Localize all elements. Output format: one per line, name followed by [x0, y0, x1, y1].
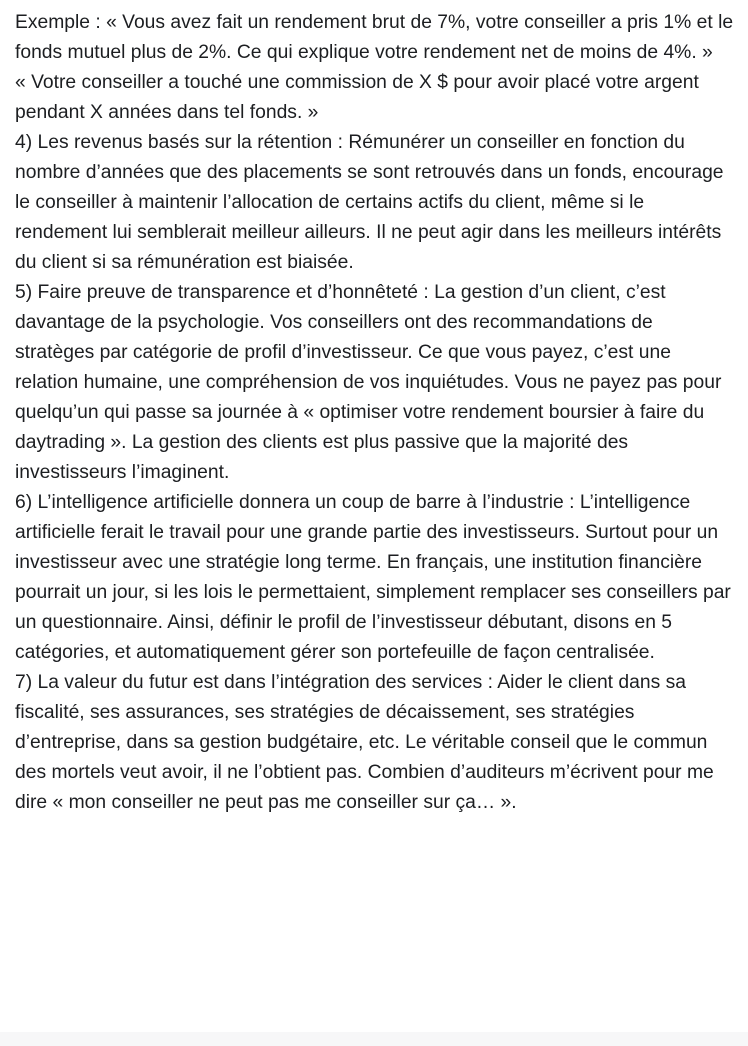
paragraph-point-7: 7) La valeur du futur est dans l’intégration des services : Aider le client dans sa fiscalité, ses assurances, ses stratégies de décaissement, ses stratégies d’entreprise, dans sa gestion budgétaire, etc. Le véritable conseil que le commun des mortels veut avoir, il ne l’obtient pas. Combien d’auditeurs m’écrivent pour me dire « mon conseiller ne peut pas me conseiller sur ça… ».: [15, 672, 714, 813]
bottom-divider: [0, 1032, 748, 1046]
paragraph-point-6: 6) L’intelligence artificielle donnera un coup de barre à l’industrie : L’intelligence artificielle ferait le travail pour une grande partie des investisseurs. Surtout pour un investisseur avec une stratégie long terme. En français, une institution financière pourrait un jour, si les lois le permettaient, simplement remplacer ses conseillers par un questionnaire. Ainsi, définir le profil de l’investisseur débutant, disons en 5 catégories, et automatiquement gérer son portefeuille de façon centralisée.: [15, 492, 731, 663]
paragraph-point-4: 4) Les revenus basés sur la rétention : Rémunérer un conseiller en fonction du nombre d’années que des placements se sont retrouvés dans un fonds, encourage le conseiller à maintenir l’allocation de certains actifs du client, même si le rendement lui semblerait meilleur ailleurs. Il ne peut agir dans les meilleurs intérêts du client si sa rémunération est biaisée.: [15, 132, 724, 273]
paragraph-example: Exemple : « Vous avez fait un rendement brut de 7%, votre conseiller a pris 1% et le fonds mutuel plus de 2%. Ce qui explique votre rendement net de moins de 4%. »: [15, 12, 734, 63]
paragraph-point-5: 5) Faire preuve de transparence et d’honnêteté : La gestion d’un client, c’est davantage de la psychologie. Vos conseillers ont des recommandations de stratèges par catégorie de profil d’investisseur. Ce que vous payez, c’est une relation humaine, une compréhension de vos inquiétudes. Vous ne payez pas pour quelqu’un qui passe sa journée à « optimiser votre rendement boursier à faire du daytrading ». La gestion des clients est plus passive que la majorité des investisseurs l’imaginent.: [15, 282, 722, 483]
paragraph-commission-quote: « Votre conseiller a touché une commission de X $ pour avoir placé votre argent pendant X années dans tel fonds. »: [15, 72, 699, 123]
